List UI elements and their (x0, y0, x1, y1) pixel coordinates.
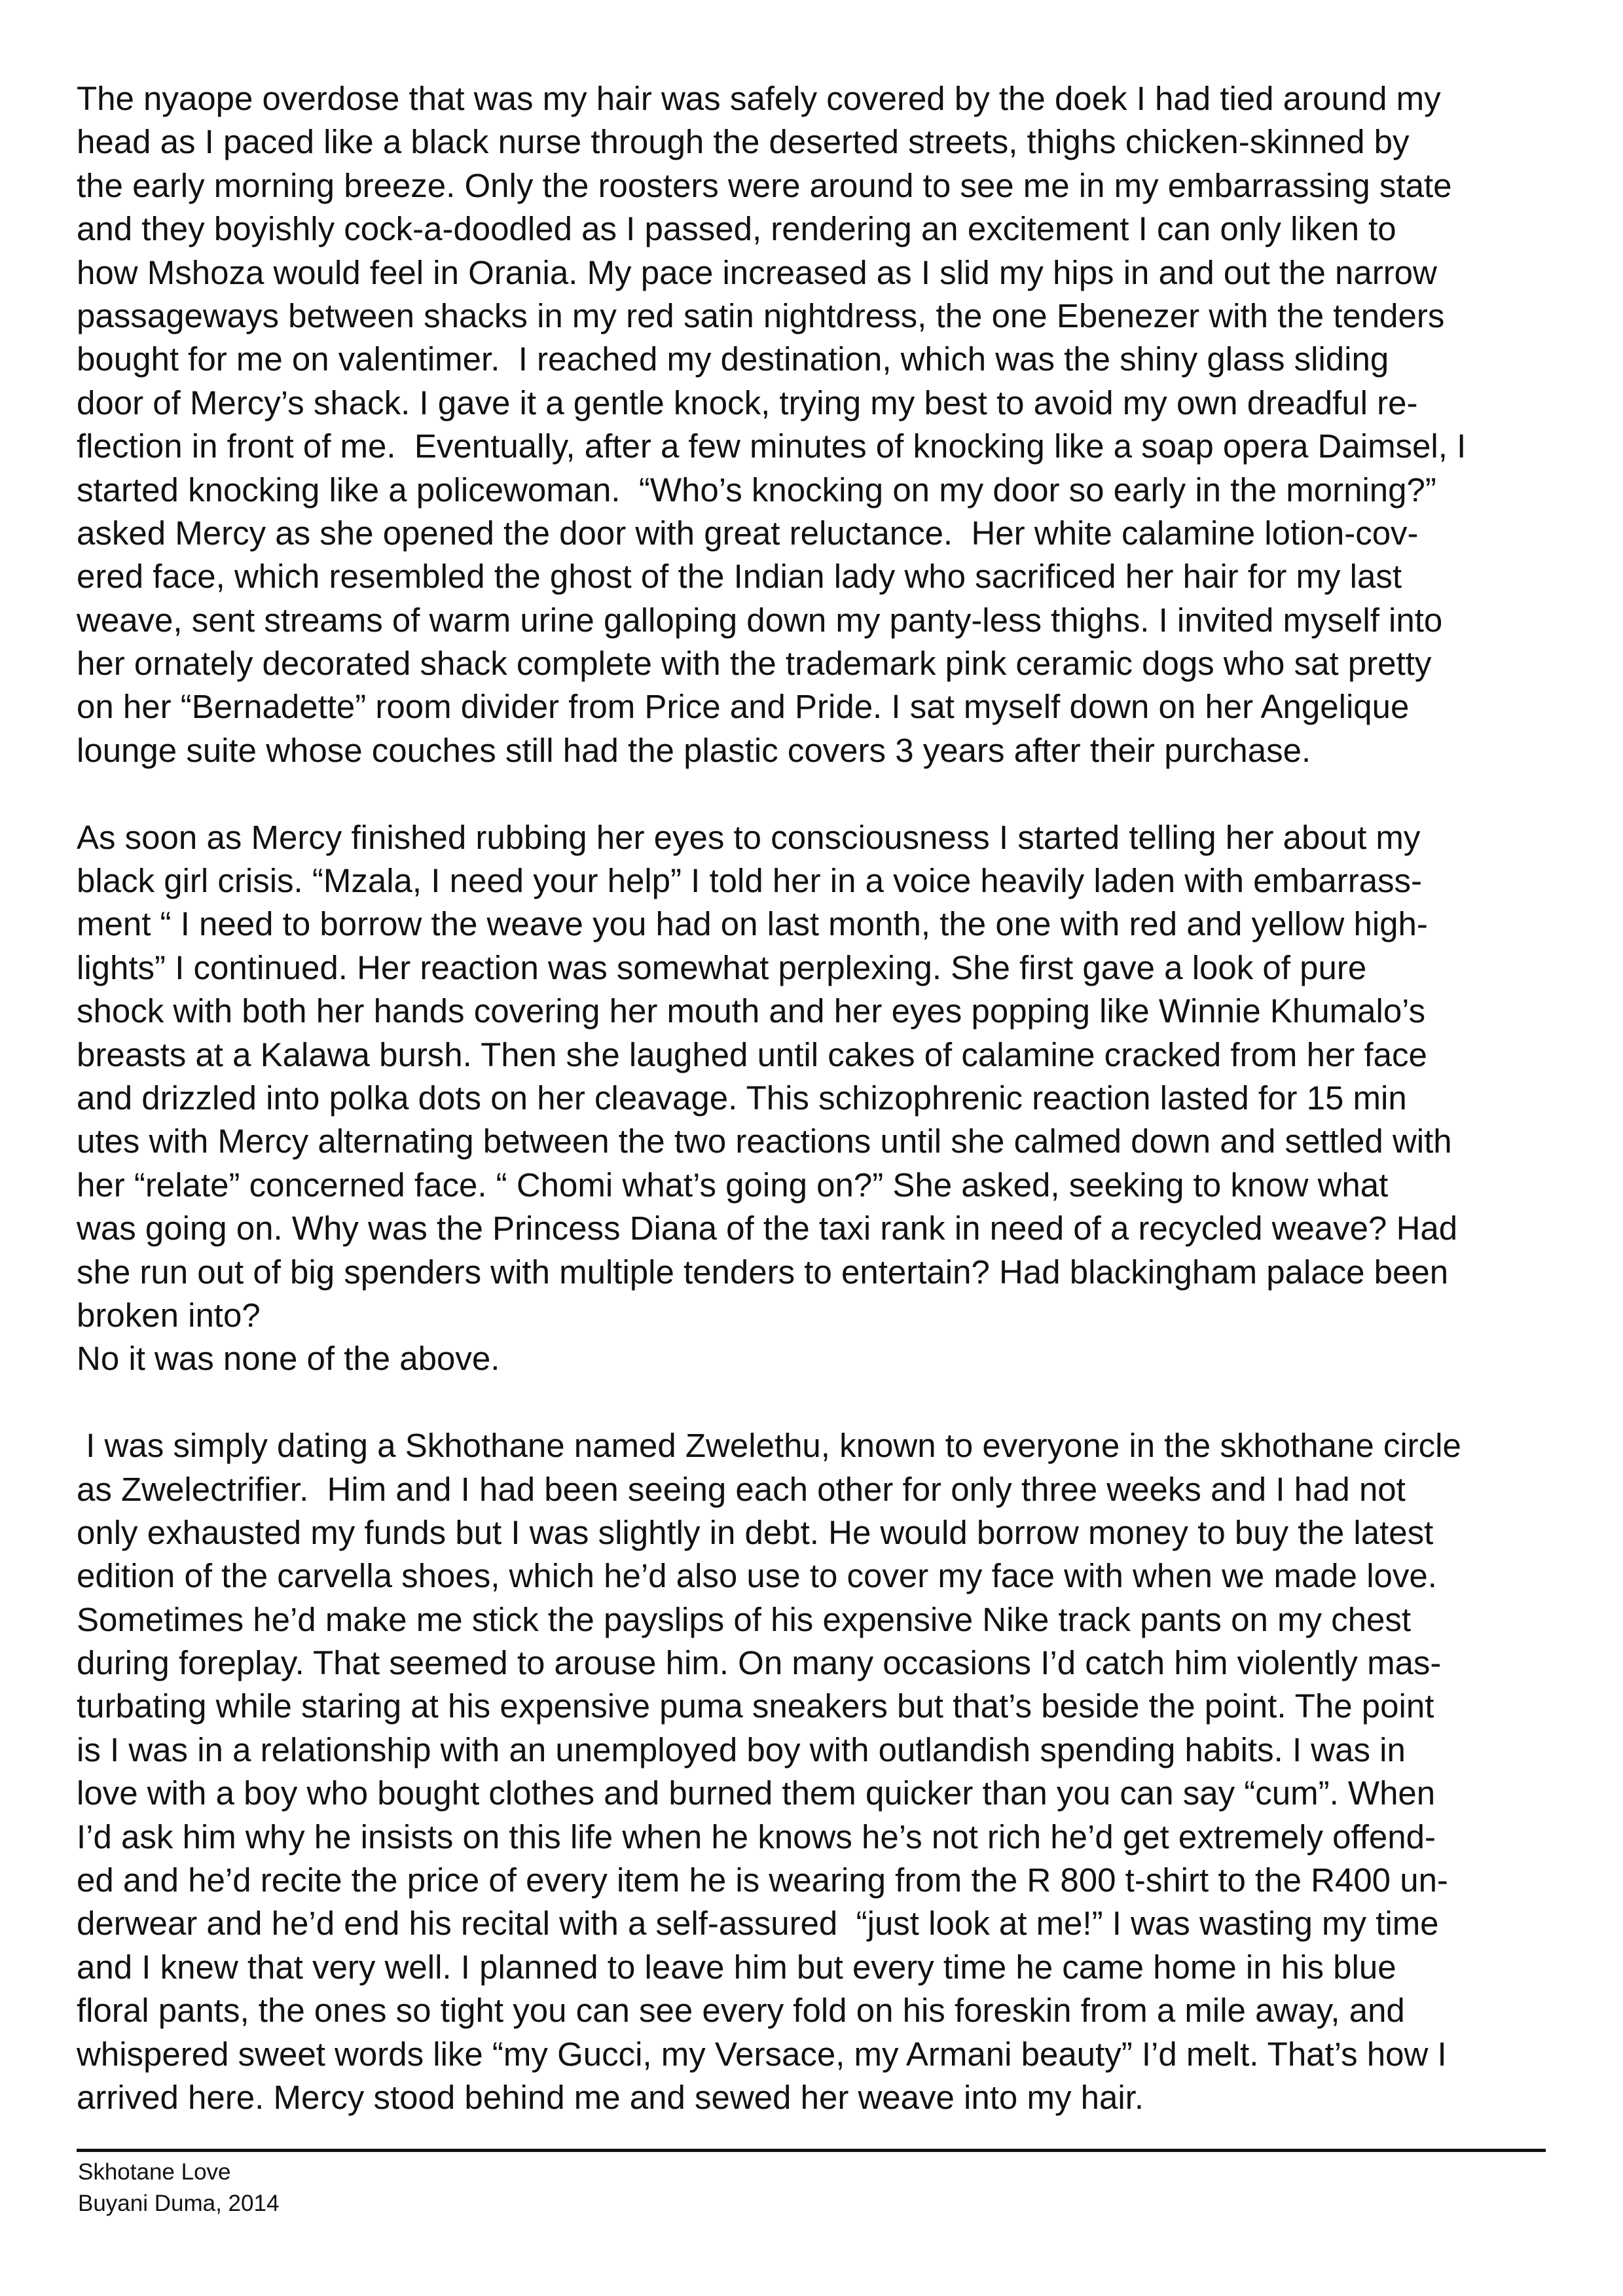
text-line: I was simply dating a Skhothane named Zwelethu, known to everyone in the skhothane circle (77, 1427, 1461, 1465)
footer-author-year: Buyani Duma, 2014 (78, 2191, 280, 2216)
paragraph-3 (77, 1424, 1556, 2119)
text-line: lights” I continued. Her reaction was somewhat perplexing. She first gave a look of pure (77, 948, 1367, 986)
paragraph-1 (77, 77, 1556, 772)
text-line: passageways between shacks in my red satin nightdress, the one Ebenezer with the tenders (77, 296, 1445, 334)
text-line: ed and he’d recite the price of every item he is wearing from the R 800 t-shirt to the R400 un- (77, 1861, 1448, 1899)
text-line: started knocking like a policewoman. “Who’s knocking on my door so early in the morning?” (77, 471, 1436, 509)
text-line: love with a boy who bought clothes and burned them quicker than you can say “cum”. When (77, 1774, 1436, 1812)
text-line: arrived here. Mercy stood behind me and sewed her weave into my hair. (77, 2078, 1144, 2116)
text-line: ment “ I need to borrow the weave you had on last month, the one with red and yellow high- (77, 905, 1428, 943)
text-line: and I knew that very well. I planned to leave him but every time he came home in his blue (77, 1948, 1396, 1986)
paragraph-spacer (77, 772, 1556, 816)
text-line: weave, sent streams of warm urine galloping down my panty-less thighs. I invited myself into (77, 601, 1443, 639)
text-line: how Mshoza would feel in Orania. My pace increased as I slid my hips in and out the narrow (77, 253, 1437, 291)
text-line: as Zwelectrifier. Him and I had been seeing each other for only three weeks and I had not (77, 1470, 1406, 1508)
text-line: was going on. Why was the Princess Diana of the taxi rank in need of a recycled weave? Had (77, 1210, 1458, 1247)
text-line: during foreplay. That seemed to arouse him. On many occasions I’d catch him violently mas- (77, 1644, 1442, 1682)
text-line: edition of the carvella shoes, which he’d also use to cover my face with when we made love. (77, 1557, 1437, 1595)
text-line: No it was none of the above. (77, 1340, 500, 1378)
text-line: the early morning breeze. Only the roosters were around to see me in my embarrassing state (77, 166, 1452, 204)
text-line: head as I paced like a black nurse through the deserted streets, thighs chicken-skinned by (77, 123, 1410, 161)
text-line: bought for me on valentimer. I reached my destination, which was the shiny glass sliding (77, 340, 1389, 378)
text-line: asked Mercy as she opened the door with great reluctance. Her white calamine lotion-cov- (77, 514, 1419, 552)
text-line: on her “Bernadette” room divider from Price and Pride. I sat myself down on her Angelique (77, 688, 1410, 726)
text-line: lounge suite whose couches still had the plastic covers 3 years after their purchase. (77, 731, 1311, 769)
paragraph-2 (77, 816, 1556, 1381)
text-line: only exhausted my funds but I was slightly in debt. He would borrow money to buy the latest (77, 1513, 1434, 1551)
text-line: and drizzled into polka dots on her cleavage. This schizophrenic reaction lasted for 15 min (77, 1079, 1407, 1117)
text-line: breasts at a Kalawa bursh. Then she laughed until cakes of calamine cracked from her face (77, 1035, 1427, 1073)
text-line: black girl crisis. “Mzala, I need your help” I told her in a voice heavily laden with embarrass- (77, 862, 1423, 900)
footer-divider (77, 2149, 1546, 2152)
text-line: As soon as Mercy finished rubbing her eyes to consciousness I started telling her about my (77, 818, 1421, 856)
text-line: floral pants, the ones so tight you can see every fold on his foreskin from a mile away, and (77, 1992, 1405, 2030)
text-line: is I was in a relationship with an unemployed boy with outlandish spending habits. I was in (77, 1731, 1406, 1768)
text-line: utes with Mercy alternating between the two reactions until she calmed down and settled with (77, 1122, 1452, 1160)
text-line: broken into? (77, 1296, 261, 1334)
text-line: door of Mercy’s shack. I gave it a gentle knock, trying my best to avoid my own dreadful re- (77, 384, 1418, 422)
text-line: she run out of big spenders with multiple tenders to entertain? Had blackingham palace been (77, 1253, 1449, 1291)
text-line: and they boyishly cock-a-doodled as I passed, rendering an excitement I can only liken to (77, 210, 1396, 248)
story-body (77, 77, 1556, 2119)
text-line: whispered sweet words like “my Gucci, my Versace, my Armani beauty” I’d melt. That’s how I (77, 2035, 1447, 2073)
footer-title: Skhotane Love (78, 2159, 231, 2185)
paragraph-spacer (77, 1381, 1556, 1424)
text-line: flection in front of me. Eventually, after a few minutes of knocking like a soap opera Daimsel, I (77, 427, 1467, 465)
text-line: her ornately decorated shack complete with the trademark pink ceramic dogs who sat pretty (77, 645, 1432, 683)
text-line: I’d ask him why he insists on this life when he knows he’s not rich he’d get extremely offend- (77, 1818, 1436, 1856)
text-line: ered face, which resembled the ghost of the Indian lady who sacrificed her hair for my last (77, 558, 1402, 596)
text-line: Sometimes he’d make me stick the payslips of his expensive Nike track pants on my chest (77, 1600, 1412, 1638)
text-line: derwear and he’d end his recital with a self-assured “just look at me!” I was wasting my time (77, 1905, 1439, 1943)
text-line: her “relate” concerned face. “ Chomi what’s going on?” She asked, seeking to know what (77, 1166, 1389, 1204)
text-line: turbating while staring at his expensive puma sneakers but that’s beside the point. The point (77, 1687, 1434, 1725)
footer (78, 2157, 279, 2219)
text-line: The nyaope overdose that was my hair was safely covered by the doek I had tied around my (77, 80, 1441, 117)
text-line: shock with both her hands covering her mouth and her eyes popping like Winnie Khumalo’s (77, 992, 1426, 1030)
